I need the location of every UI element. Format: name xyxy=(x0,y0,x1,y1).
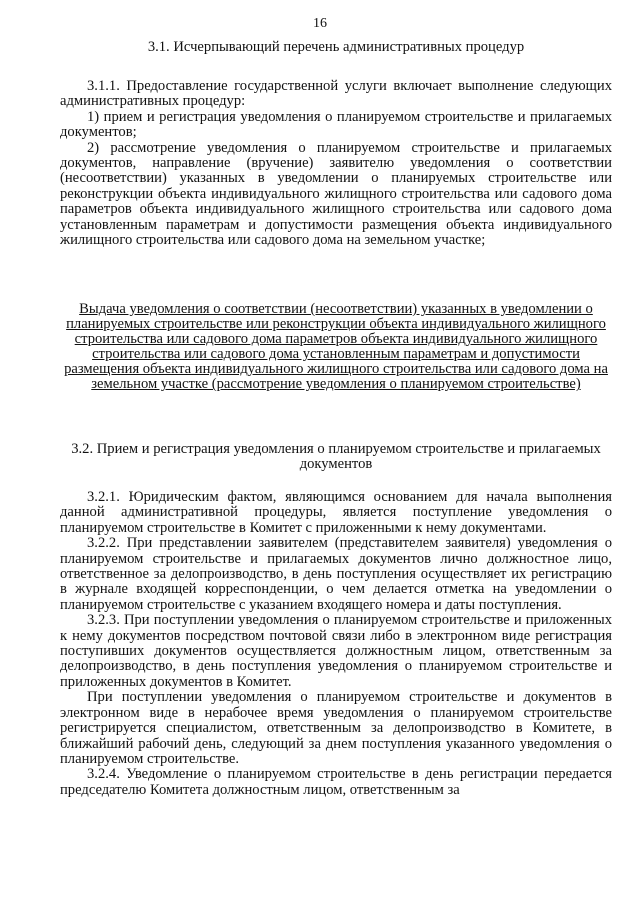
list-item-2: 2) рассмотрение уведомления о планируемом строительстве и прилагаемых документов, направление (вручение) заявителю уведомления о соответствии (несоответствии) указанных в уведомлении о планируемых строительстве или реконструкции объекта индивидуального жилищного строительства или садового дома параметров объекта индивидуального жилищного строительства или садового дома установленным параметрам и допустимости размещения объекта индивидуального жилищного строительства или садового дома на земельном участке; xyxy=(60,139,612,249)
paragraph-3-2-4: 3.2.4. Уведомление о планируемом строительстве в день регистрации передается председателю Комитета должностным лицом, ответственным за xyxy=(60,766,612,798)
paragraph-3-2-2: 3.2.2. При представлении заявителем (представителем заявителя) уведомления о планируемом строительстве и прилагаемых документов лично должностное лицо, ответственное за делопроизводство, в день поступления осуществляет их регистрацию в журнале входящей корреспонденции, о чем делается отметка на уведомлении о планируемом строительстве с указанием входящего номера и даты поступления. xyxy=(60,535,612,613)
section-heading: 3.2. Прием и регистрация уведомления о планируемом строительстве и прилагаемых документов xyxy=(71,441,601,473)
list-item-1: 1) прием и регистрация уведомления о планируемом строительстве и прилагаемых документов; xyxy=(60,108,612,141)
section-3-2-body xyxy=(60,490,612,798)
procedure-title: Выдача уведомления о соответствии (несоответствии) указанных в уведомлении о планируемых строительстве или реконструкции объекта индивидуального жилищного строительства или садового дома параметров объекта индивидуального жилищного строительства или садового дома установленным параметрам и допустимости размещения объекта индивидуального жилищного строительства или садового дома на земельном участке (рассмотрение уведомления о планируемом строительстве) xyxy=(64,301,608,393)
paragraph-3-2-1: 3.2.1. Юридическим фактом, являющимся основанием для начала выполнения данной административной процедуры, является поступление уведомления о планируемом строительстве в Комитет с приложенными к нему документами. xyxy=(60,489,612,536)
section-heading: 3.1. Исчерпывающий перечень административных процедур xyxy=(147,39,525,55)
paragraph-3-2-3: 3.2.3. При поступлении уведомления о планируемом строительстве и приложенных к нему документов посредством почтовой связи либо в электронном виде регистрация поступивших документов осуществляется должностным лицом, ответственным за делопроизводство, в день поступления уведомления о планируемом строительстве и приложенных документов в Комитет. xyxy=(60,612,612,690)
paragraph-electronic: При поступлении уведомления о планируемом строительстве и документов в электронном виде в нерабочее время уведомления о планируемом строительстве регистрируется специалистом, ответственным за делопроизводство в Комитете, в ближайший рабочий день, следующий за днем поступления указанного уведомления о планируемом строительстве. xyxy=(60,689,612,767)
section-3-2 xyxy=(60,442,612,473)
section-3-1-body xyxy=(60,79,612,248)
page-number: 16 xyxy=(313,16,327,31)
paragraph-3-1-1: 3.1.1. Предоставление государственной услуги включает выполнение следующих административных процедур: xyxy=(60,78,612,110)
section-3-1 xyxy=(60,40,612,55)
procedure-title-block xyxy=(60,302,612,393)
